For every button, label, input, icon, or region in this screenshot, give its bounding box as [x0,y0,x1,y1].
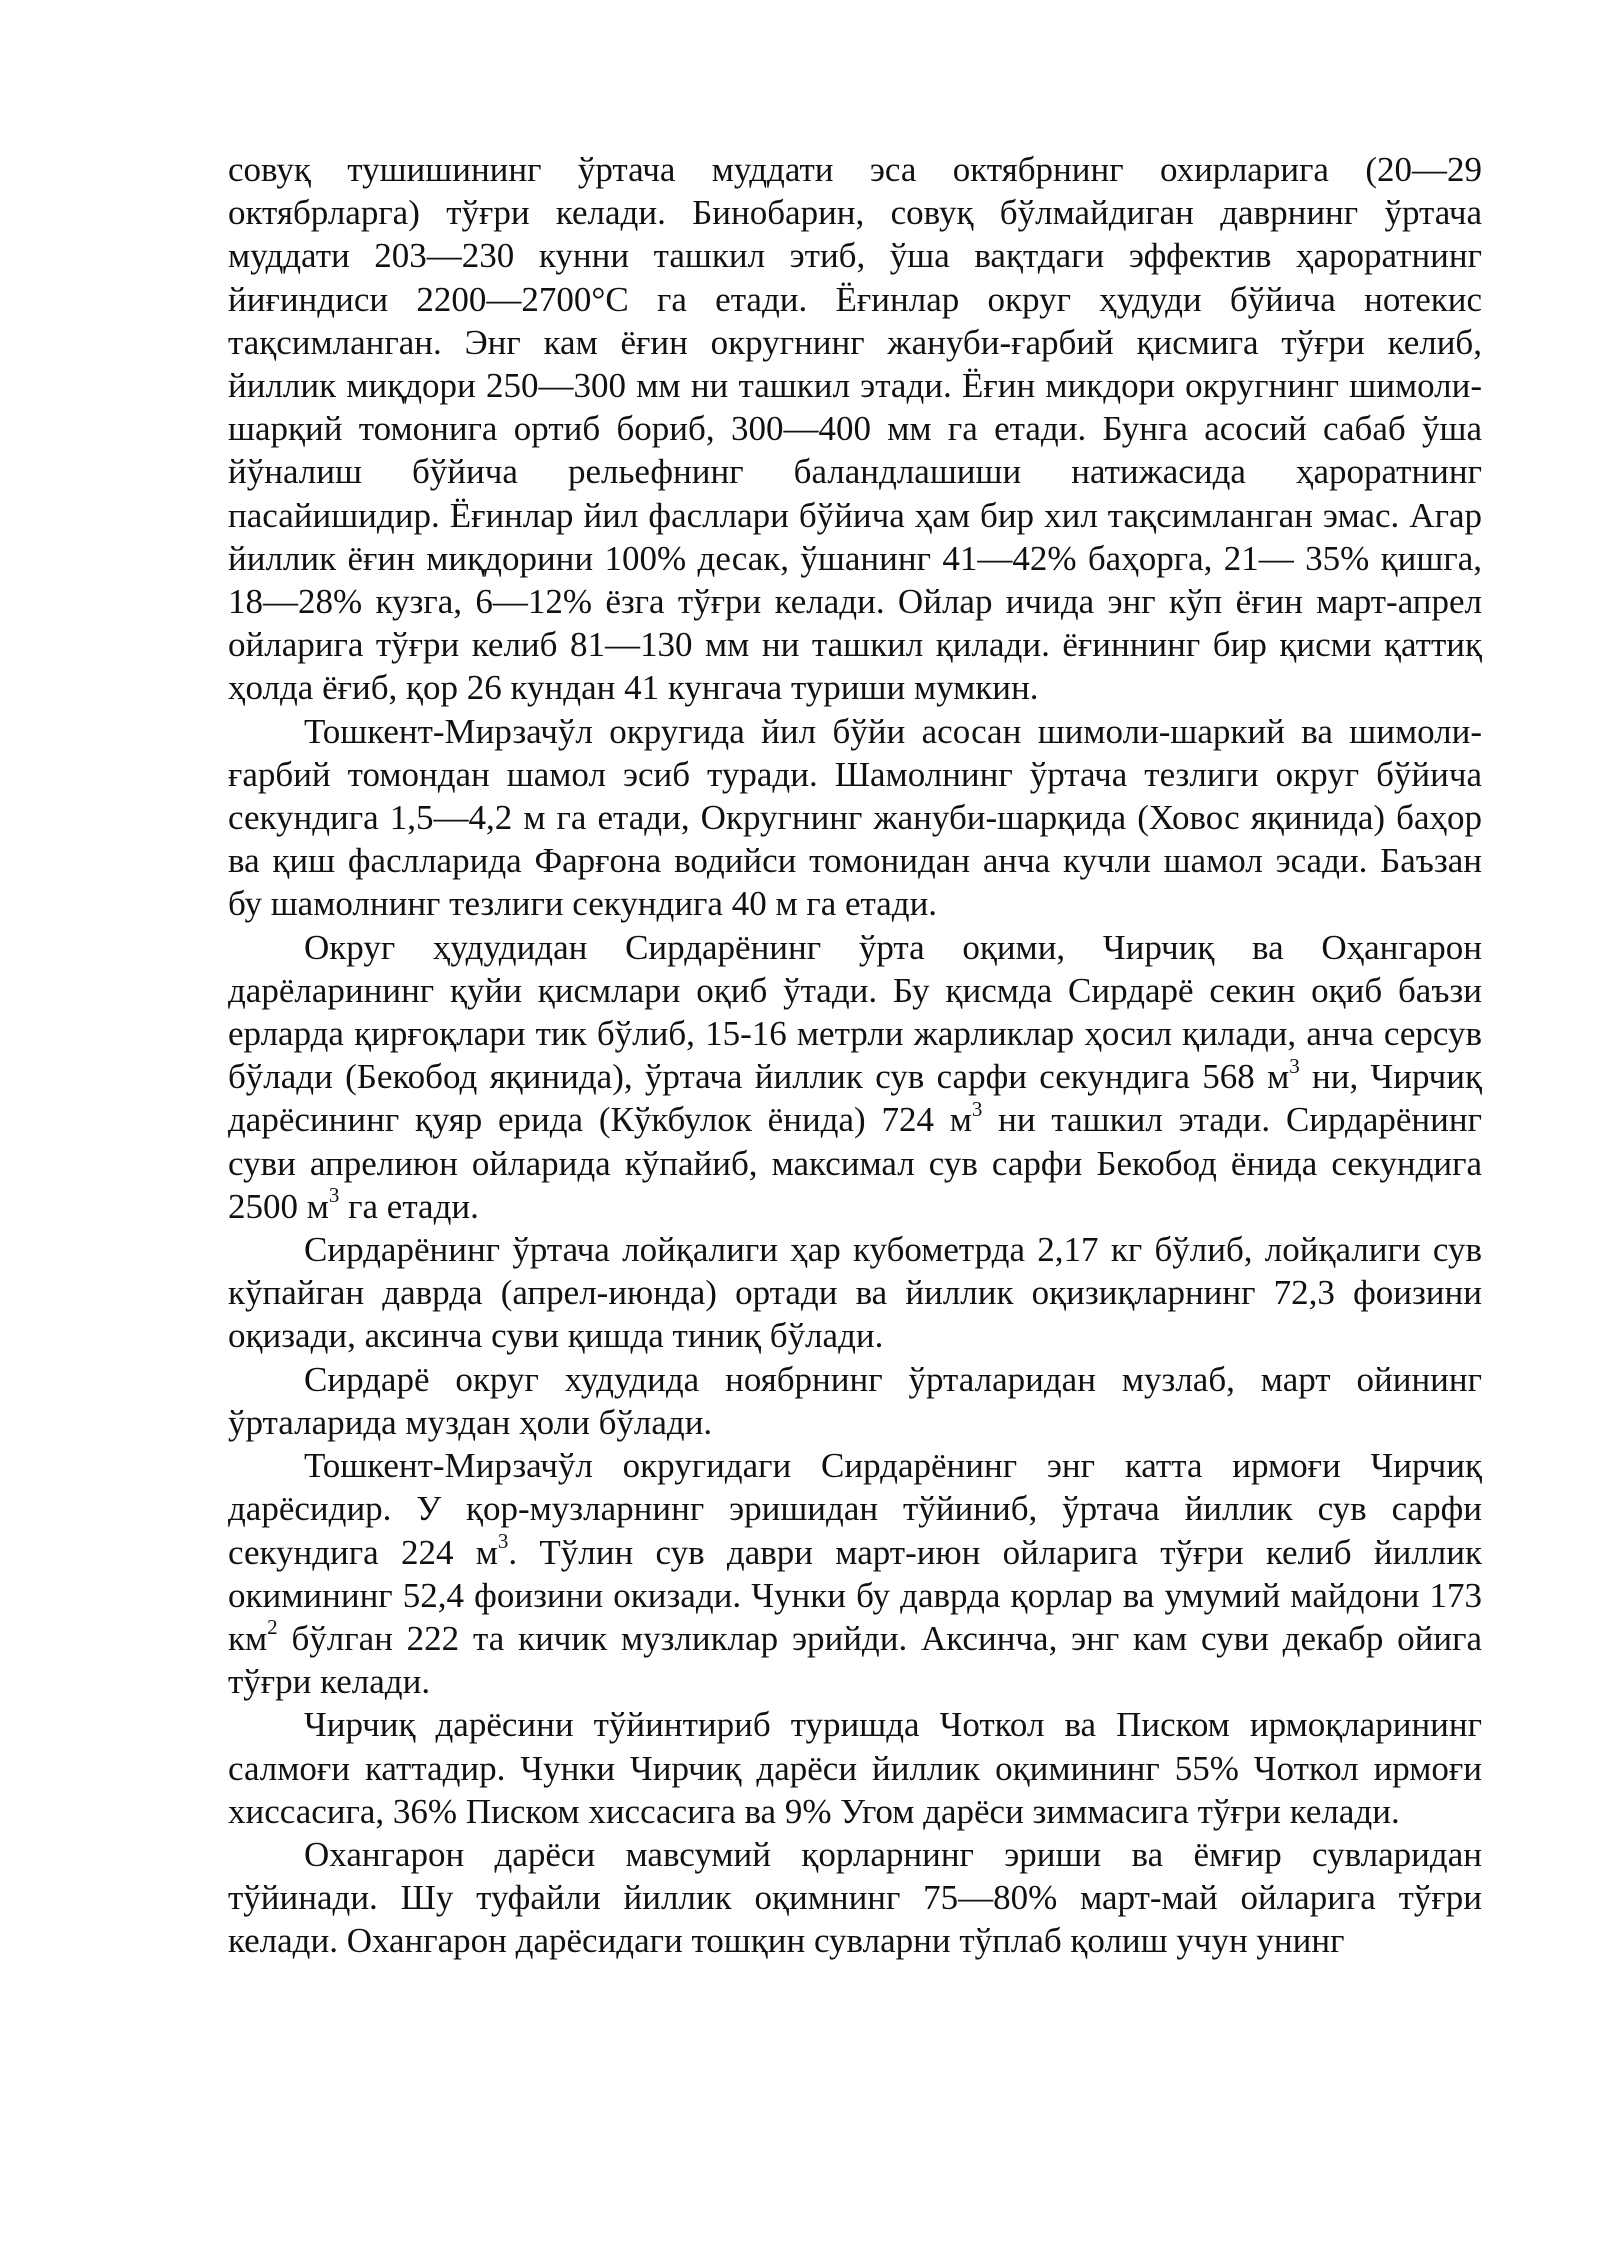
body-paragraph [228,1833,1482,1963]
paragraph-text: Тошкент-Мирзачўл округидаги Сирдарёнинг энг катта ирмоғи Чирчиқ дарёсидир. У қор-музларнинг эришидан тўйиниб, ўртача йиллик сув сарфи секундига 224 м [228,1446,1482,1572]
paragraph-text: Охангарон дарёси мавсумий қорларнинг эриши ва ёмғир сувларидан тўйинади. Шу туфайли йиллик оқимнинг 75—80% март-май ойларига тўғри келади. Охангарон дарёсидаги тошқин сувларни тўплаб қолиш учун унинг [228,1834,1482,1961]
paragraph-text: Сирдарё округ худудида ноябрнинг ўрталаридан музлаб, март ойининг ўрталарида муздан ҳоли бўлади. [228,1359,1482,1442]
superscript-exponent: 3 [328,1183,340,1208]
superscript-exponent: 3 [971,1096,983,1121]
superscript-exponent: 3 [1289,1053,1300,1078]
body-paragraph [228,1444,1482,1703]
document-page [228,148,1482,1963]
body-paragraph [228,710,1482,926]
superscript-exponent: 2 [267,1615,278,1640]
paragraph-text: . Тўлин сув даври март-июн ойларига тўғри келиб йиллик окимининг 52,4 фоизини окизади. Чунки бу даврда қорлар ва умумий майдони 173 км [228,1532,1483,1658]
paragraph-text: ни, Чирчиқ дарёсининг қуяр ерида (Кўкбулок ёнида) 724 м [228,1057,1482,1140]
body-paragraph [228,926,1482,1228]
paragraph-text: Округ ҳудудидан Сирдарёнинг ўрта оқими, Чирчиқ ва Оҳангарон дарёларининг қуйи қисмлари оқиб ўтади. Бу қисмда Сирдарё секин оқиб баъзи ерларда қирғоқлари тик бўлиб, 15-16 метрли жарликлар ҳосил қилади, анча серсув бўлади (Бекобод яқинида), ўртача йиллик сув сарфи секундига 568 м [228,927,1482,1097]
paragraph-text: ни ташкил этади. Сирдарёнинг суви апрелиюн ойларида кўпайиб, максимал сув сарфи Бекобод ёнида секундига 2500 м [228,1100,1482,1226]
body-paragraph [228,1703,1482,1833]
paragraph-text: бўлган 222 та кичик музликлар эрийди. Аксинча, энг кам суви декабр ойига тўғри келади. [228,1618,1482,1702]
body-paragraph [228,1358,1482,1444]
paragraph-text: Тошкент-Мирзачўл округида йил бўйи асосан шимоли-шаркий ва шимоли-ғарбий томондан шамол эсиб туради. Шамолнинг ўртача тезлиги округ бўйича секундига 1,5—4,2 м га етади, Округнинг жануби-шарқида (Ховос яқинида) баҳор ва қиш фаслларида Фарғона водийси томонидан анча кучли шамол эсади. Баъзан бу шамолнинг тезлиги секундига 40 м га етади. [228,711,1482,924]
body-paragraph [228,148,1482,710]
superscript-exponent: 3 [497,1528,509,1553]
paragraph-text: совуқ тушишининг ўртача муддати эса октябрнинг охирларига (20—29 октябрларга) тўғри келади. Бинобарин, совуқ бўлмайдиган даврнинг ўртача муддати 203—230 кунни ташкил этиб, ўша вақтдаги эффектив ҳароратнинг йиғиндиси 2200—2700°С га етади. Ёғинлар округ ҳудуди бўйича нотекис тақсимланган. Энг кам ёғин округнинг жануби-ғарбий қисмига тўғри келиб, йиллик миқдори 250—300 мм ни ташкил этади. Ёғин микдори округнинг шимоли-шарқий томонига ортиб бориб, 300—400 мм га етади. Бунга асосий сабаб ўша йўналиш бўйича рельефнинг баландлашиши натижасида ҳароратнинг пасайишидир. Ёғинлар йил фасллари бўйича ҳам бир хил тақсимланган эмас. Агар йиллик ёғин миқдорини 100% десак, ўшанинг 41—42% баҳорга, 21— 35% қишга, 18—28% кузга, 6—12% ёзга тўғри келади. Ойлар ичида энг кўп ёғин март-апрел ойларига тўғри келиб 81—130 мм ни ташкил қилади. ёғиннинг бир қисми қаттиқ ҳолда ёғиб, қор 26 кундан 41 кунгача туриши мумкин. [228,150,1482,708]
paragraph-text: га етади. [339,1186,479,1226]
paragraph-text: Чирчиқ дарёсини тўйинтириб туришда Чоткол ва Писком ирмоқларининг салмоғи каттадир. Чунки Чирчиқ дарёси йиллик оқимининг 55% Чоткол ирмоғи хиссасига, 36% Писком хиссасига ва 9% Угом дарёси зиммасига тўғри келади. [228,1705,1482,1831]
paragraph-text: Сирдарёнинг ўртача лойқалиги ҳар кубометрда 2,17 кг бўлиб, лойқалиги сув кўпайган даврда (апрел-июнда) ортади ва йиллик оқизиқларнинг 72,3 фоизини оқизади, аксинча суви қишда тиниқ бўлади. [228,1230,1482,1356]
body-paragraph [228,1228,1482,1358]
